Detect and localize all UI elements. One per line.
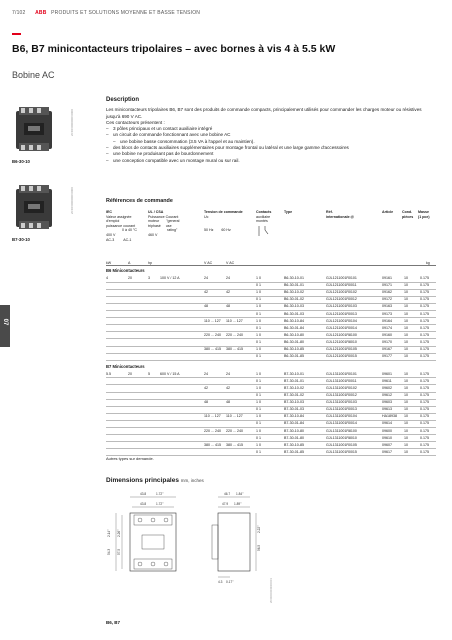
col-masse-sub: (1 pce) [418,214,430,219]
table-cell: 0.175 [420,325,429,330]
table-cell: B6-30-01-03 [284,311,304,316]
table-cell: 380 ... 415 [204,347,221,351]
table-cell: 09160 [382,332,392,337]
table-cell: B7-30-01-85 [284,449,304,454]
table-cell: 10 [404,428,408,433]
col-ul-label: UL / CSA [148,210,164,214]
table-cell: B6-30-10-85 [284,347,304,351]
dimensions-title [106,477,204,484]
table-cell: B6-30-10-80 [284,332,304,337]
table-cell: GJL1311001R8010 [326,435,357,440]
unit-label: hp [148,261,152,265]
table-cell: GJL1211001R0012 [326,297,357,302]
table-cell: B7-30-10-02 [284,385,304,390]
table-cell: 09617 [382,449,392,454]
table-cell: 09613 [382,407,392,412]
table-cell: 110 ... 127 [226,318,243,323]
table-cell: GJL1211001R0015 [326,354,357,359]
table-cell: 42 [226,290,230,295]
table-cell: GJL1211001R0101 [326,276,357,280]
chapter-tab [0,305,10,347]
table-cell: 24 [226,371,230,376]
table-cell: 220 ... 240 [226,332,243,337]
description-presented: Ces contacteurs présentent : [106,119,165,125]
table-cell: 10 [404,311,408,316]
table-cell: 09163 [382,304,392,309]
dimension-drawing [106,485,276,617]
table-cell: 10 [404,385,408,390]
table-cell: 0.175 [420,276,429,280]
col-tension-sub: 60 Hz [221,228,231,233]
table-cell: 0.175 [420,407,429,412]
table-cell: GJL1311001R0013 [326,407,357,412]
dimensions-label: B6, B7 [106,620,121,625]
col-ul-sub: use [165,223,172,228]
col-iec-label: IEC [106,210,112,214]
table-cell: 1 0 [256,290,261,295]
dim-text: 4.3 [218,580,223,584]
table-cell: 0 1 [256,393,261,397]
table-cell: 100 V / 12 A [160,276,180,280]
table-cell: 09610 [382,435,392,440]
table-cell: GJL1311001R0015 [326,449,357,454]
col-ul-sub: "general [166,219,180,224]
table-cell: 0.175 [420,339,429,344]
table-cell: 20 [128,276,132,280]
table-cell: B7-30-01-84 [284,421,304,426]
table-cell: 0.175 [420,421,429,426]
table-cell: B6-30-10-01 [284,276,304,280]
unit-label: kW [106,261,112,265]
table-cell: 10 [404,449,408,454]
table-cell: 0.175 [420,435,429,440]
table-cell: 380 ... 415 [226,347,243,351]
table-cell: 10 [404,393,408,397]
abb-logo: ABB [35,10,47,16]
table-cell: 48 [226,304,230,309]
table-cell: 09602 [382,385,392,390]
description-heading: Description [106,97,140,103]
table-cell: 09600 [382,428,392,433]
table-cell: 48 [226,400,230,405]
col-ref-label: Réf. [326,210,333,214]
table-cell: B6-30-10-02 [284,290,304,295]
table-cell: GJL1311001R0103 [326,400,357,405]
table-cell: 0 1 [256,339,261,344]
table-cell: 09173 [382,311,392,316]
table-cell: 0 1 [256,421,261,426]
table-cell: 380 ... 415 [226,442,243,447]
table-cell: 1 0 [256,304,261,309]
col-tension-sub: Uc [204,214,209,219]
col-iec-sub: courant [123,223,136,228]
table-cell: GJL1211001R0103 [326,304,357,309]
table-cell: 1 0 [256,332,261,337]
feature-item: – des blocs de contacts auxiliaires supplémentaires pour montage frontal ou latéral et une large gamme d'accessoires [106,145,436,151]
table-cell: 220 ... 240 [204,428,221,433]
table-cell: 0 1 [256,449,261,454]
col-iec-sub: puissance [106,223,123,228]
col-iec-sub: Valeur assignée [106,214,132,219]
table-cell: 10 [404,283,408,288]
product-b6 [12,105,80,164]
table-cell: 1 0 [256,442,261,447]
description-intro: Les minicontacteurs tripolaires B6, B7 sont des produits de commande compacts, principalement utilisés pour commander les charges moteur ou résistives jusqu'à 690 V AC. [106,107,422,119]
col-masse [418,210,430,219]
table-cell: 24 [204,371,208,376]
table-cell: 0 1 [256,378,261,383]
table-cell: B7-30-10-01 [284,371,304,376]
table-cell: 1 0 [256,347,261,351]
dim-text: 2.14" [107,529,111,537]
feature-list [106,126,436,164]
table-cell: B7-30-10-84 [284,414,304,419]
table-cell: 10 [404,371,408,376]
table-cell: B7-30-10-80 [284,428,304,433]
table-cell: 0.175 [420,449,429,454]
table-cell: 0 1 [256,311,261,316]
table-cell: 10 [404,435,408,440]
col-iec-sub: d'emploi [106,219,120,224]
unit-label: kg [426,261,430,265]
col-ul-sub: Puissance [148,214,165,219]
table-cell: GJL1211001R0014 [326,325,357,330]
col-iec-sub: AC-3 [106,237,115,242]
table-cell: 09607 [382,442,392,447]
table-cell: 10 [404,290,408,295]
table-cell: 0 1 [256,325,261,330]
col-article-label: Article [382,210,394,214]
col-cond [402,210,413,219]
table-cell: 380 ... 415 [204,442,221,447]
table-cell: 0 1 [256,297,261,302]
table-cell: 0.175 [420,347,429,351]
description [106,97,436,164]
col-contacts-label: Contacts [256,210,272,214]
table-cell: 09612 [382,393,392,397]
table-cell: 10 [404,378,408,383]
dim-text: 1.72" [156,492,164,496]
table-cell: 0 1 [256,407,261,412]
table-cell: GJL1311001R0012 [326,393,357,397]
table-cell: 10 [404,442,408,447]
table-cell: 42 [204,290,208,295]
col-ul-sub: moteur [148,219,160,224]
table-cell: 0.175 [420,393,429,397]
table-cell: GJL1311001R0105 [326,442,357,447]
col-contacts [256,210,286,237]
col-iec-sub: 400 V [106,232,116,237]
table-cell: 0.175 [420,318,429,323]
dim-text: 47.9 [222,502,229,506]
table-cell: 10 [404,407,408,412]
table-cell: 0.175 [420,297,429,302]
table-cell: 48 [204,400,208,405]
table-cell: 10 [404,347,408,351]
unit-label: V AC [204,261,213,265]
table-cell: 1 0 [256,276,261,280]
table-cell: 09162 [382,290,392,295]
contact-symbol-icon [256,226,270,236]
references-heading: Références de commande [106,198,173,204]
col-ref-sub: internationale @ [326,214,355,219]
col-ul-sub: Courant [165,214,179,219]
table-cell: 09171 [382,283,392,288]
col-iec [106,210,150,242]
table-cell: 0.175 [420,414,429,419]
col-masse-label: Masse [418,210,429,214]
dim-text: 56.5 [257,544,261,551]
dim-text: 1.84" [236,492,244,496]
table-cell: 42 [226,385,230,390]
page-subtitle: Bobine AC [12,70,55,80]
table-cell: HA18938 [382,414,397,419]
table-cell: 10 [404,276,408,280]
col-cond-label: Cond. [402,210,413,214]
col-cond-sub: pièces [402,214,414,219]
col-contacts-sub: montés [256,219,268,224]
table-cell: 0.175 [420,283,429,288]
table-cell: 1 0 [256,428,261,433]
table-cell: 0.175 [420,354,429,359]
table-cell: 09177 [382,354,392,359]
table-cell: 10 [404,414,408,419]
table-cell: 48 [204,304,208,309]
feature-item: – un circuit de commande fonctionnant avec une bobine AC [106,132,436,138]
unit-label: V AC [226,261,235,265]
table-cell: 0.175 [420,442,429,447]
dim-text: 0.17" [226,580,234,584]
table-cell: 09161 [382,276,392,280]
table-cell: 09164 [382,318,392,323]
page-number: 7/102 [12,10,26,16]
table-cell: 09167 [382,347,392,351]
table-cell: 1 0 [256,414,261,419]
table-cell: 0.175 [420,385,429,390]
col-contacts-sub: auxiliaire [256,214,271,219]
product-label: B6-30-10 [12,159,30,164]
col-ul-sub: triphasé [148,223,161,228]
unit-label: A [128,261,131,265]
table-cell: 0.175 [420,371,429,376]
table-cell: 600 V / 15 A [160,371,180,376]
dim-text: 46.7 [224,492,231,496]
table-cell: 0.175 [420,311,429,316]
col-ul-sub: rating" [167,228,178,233]
table-cell: 0 1 [256,435,261,440]
chapter-number: 07 [2,318,8,326]
table-cell: 1 0 [256,318,261,323]
page-title: B6, B7 minicontacteurs tripolaires – avec bornes à vis 4 à 5.5 kW [12,43,336,55]
col-tension-sub: 50 Hz [204,228,214,233]
table-cell: 5.5 [106,371,111,376]
table-cell: 10 [404,339,408,344]
dimensions-heading: Dimensions principales [106,477,179,484]
table-cell: GJL1211001R8010 [326,339,357,344]
table-cell: 0.175 [420,428,429,433]
table-cell: GJL1211001R0011 [326,283,357,288]
table-cell: 24 [204,276,208,280]
table-cell: 220 ... 240 [226,428,243,433]
table-cell: 09172 [382,297,392,302]
table-cell: GJL1211001R0104 [326,318,357,323]
table-cell: 09174 [382,325,392,330]
table-cell: 10 [404,400,408,405]
table-cell: 09611 [382,378,392,383]
table-cell: 1 0 [256,400,261,405]
table-cell: GJL1211001R0102 [326,290,357,295]
table-cell: 1 0 [256,385,261,390]
drawing-code: 2CDC000000F0001 [269,578,273,603]
table-cell: B7-30-01-80 [284,435,304,440]
feature-item: – une bobine ne produisant pas de bourdonnement [106,151,436,157]
table-cell: B6-30-01-84 [284,325,304,330]
units-row [106,261,436,266]
dim-text: 2.22" [257,525,261,533]
table-cell: GJL1311001R8100 [326,428,357,433]
table-cell: 0.175 [420,304,429,309]
table-cell: 10 [404,297,408,302]
contactor-image [12,183,56,231]
dim-text: 43.8 [140,492,147,496]
accent-bar [12,33,21,35]
section-heading: B6 Minicontacteurs [106,268,145,273]
table-cell: B6-30-10-84 [284,318,304,323]
table-cell: 3 [148,276,150,280]
table-cell: 10 [404,304,408,309]
footnote: Autres types sur demande. [106,456,154,461]
table-cell: 110 ... 127 [204,414,221,419]
table-cell: 110 ... 127 [204,318,221,323]
table-cell: GJL1211001R8100 [326,332,357,337]
dim-text: 2.26" [117,529,121,537]
col-tension-label: Tension de commande [204,210,243,214]
section-heading: B7 Minicontacteurs [106,363,145,369]
table-cell: 09603 [382,400,392,405]
table-cell: 10 [404,318,408,323]
feature-item: – une bobine basse consommation (3.5 VA à l'appel et au maintien). [106,139,436,145]
table-cell: B6-30-01-80 [284,339,304,344]
table-cell: 110 ... 127 [226,414,243,419]
image-code: 2CDC000000C0000 [70,109,74,137]
dim-text: 1.72" [156,502,164,506]
table-cell: GJL1211001R0105 [326,347,357,351]
table-cell: 09614 [382,421,392,426]
image-code: 2CDC000000C0000 [70,187,74,215]
table-cell: 10 [404,354,408,359]
table-cell: 0 1 [256,283,261,288]
table-cell: 0.175 [420,332,429,337]
table-cell: 0.175 [420,290,429,295]
table-row [106,448,436,456]
table-cell: B7-30-01-02 [284,393,304,397]
col-ul [148,210,188,238]
table-cell: B7-30-10-03 [284,400,304,405]
col-type [284,210,292,215]
col-ul-sub: 460 V [148,232,158,237]
product-b7 [12,183,80,242]
section-title: PRODUITS ET SOLUTIONS MOYENNE ET BASSE TENSION [51,10,201,16]
col-type-label: Type [284,210,293,214]
table-cell: 42 [204,385,208,390]
table-cell: 220 ... 240 [204,332,221,337]
table-cell: B7-30-01-01 [284,378,304,383]
table-cell: GJL1211001R0013 [326,311,357,316]
contactor-image [12,105,56,153]
table-cell: B6-30-01-01 [284,283,304,288]
feature-item: – une conception compatible avec un montage mural ou sur rail. [106,158,436,164]
table-cell: 4 [106,276,108,280]
table-cell: 20 [128,371,132,376]
table-cell: 09601 [382,371,392,376]
feature-item: – 3 pôles principaux et un contact auxiliaire intégré [106,126,436,132]
table-cell: GJL1311001R0102 [326,385,357,390]
table-cell: 5 [148,371,150,376]
table-cell: B6-30-01-85 [284,354,304,359]
page-header [12,10,200,16]
table-cell: GJL1311001R0014 [326,421,357,426]
table-cell: B7-30-01-03 [284,407,304,412]
table-cell: 0 1 [256,354,261,359]
table-cell: B6-30-01-02 [284,297,304,302]
col-ref [326,210,372,219]
table-row [106,353,436,361]
table-cell: 1 0 [256,371,261,376]
table-cell: 10 [404,332,408,337]
table-cell: 0.175 [420,400,429,405]
table-cell: 10 [404,325,408,330]
col-iec-sub: 0 à 40 °C [122,228,138,233]
col-iec-sub: AC-1 [123,237,132,242]
table-cell: 09170 [382,339,392,344]
table-cell: B6-30-10-03 [284,304,304,309]
dim-text: 1.89" [234,502,242,506]
col-article [382,210,393,215]
dim-text: 43.8 [140,502,147,506]
table-cell: 0.175 [420,378,429,383]
product-label: B7-30-10 [12,237,30,242]
table-cell: 10 [404,421,408,426]
dim-text: 57.5 [117,548,121,555]
dimensions-unit: mm, inches [180,478,204,483]
table-cell: B7-30-10-85 [284,442,304,447]
table-cell: 24 [226,276,230,280]
table-cell: GJL1311001R0011 [326,378,357,383]
col-tension [204,210,262,233]
table-cell: GJL1311001R0101 [326,371,357,376]
table-cell: GJL1311001R0104 [326,414,357,419]
dim-text: 54.3 [107,548,111,555]
